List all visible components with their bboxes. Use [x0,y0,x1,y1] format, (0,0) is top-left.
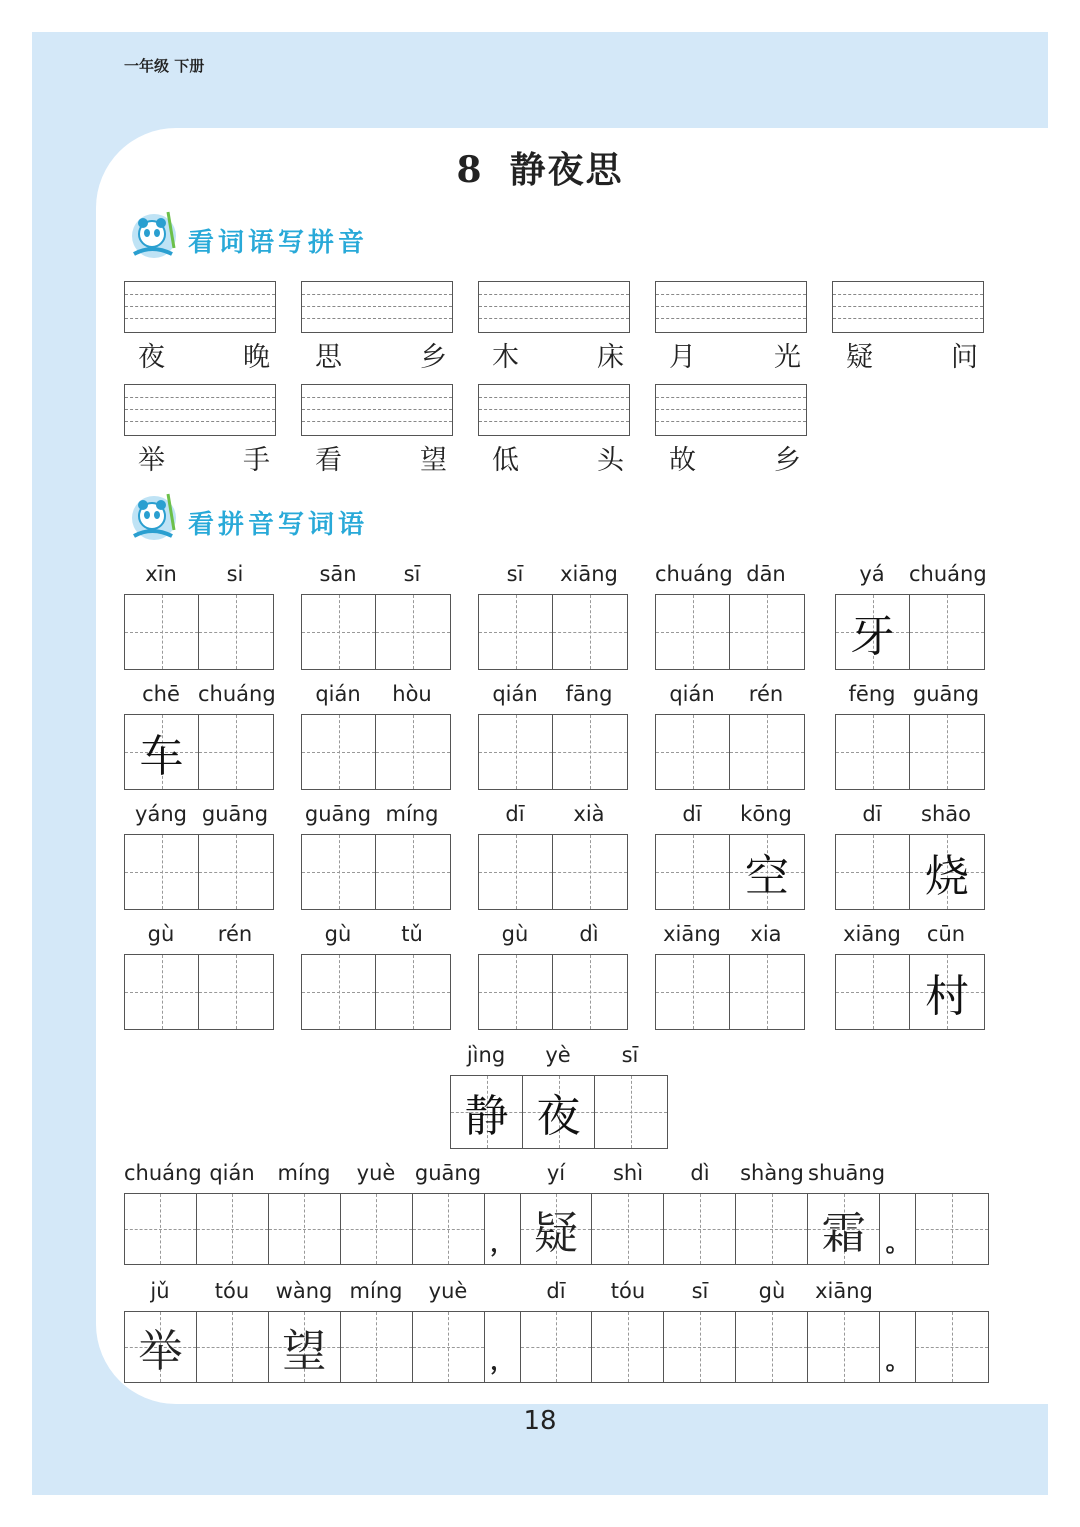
grid-character [592,1312,663,1382]
grid-character [376,595,450,669]
grid-character [199,595,273,669]
pinyin-syllable: qián [315,682,361,706]
word-character: 故 [669,445,696,476]
grid-character [553,955,627,1029]
pinyin-syllable: qián [669,682,715,706]
pinyin-syllable: yuè [428,1279,468,1303]
pinyin-syllable: qián [492,682,538,706]
word-character: 举 [138,445,165,476]
grid-cell[interactable] [553,715,627,789]
grid-character [413,1312,484,1382]
grid-cell[interactable] [376,595,450,669]
grid-cell[interactable] [553,955,627,1029]
grid-character [656,595,729,669]
pinyin-syllable: si [226,562,244,586]
grid-cell[interactable] [836,595,910,669]
grid-character [910,715,984,789]
lesson-title [0,142,1080,193]
grid-character [302,835,375,909]
word-characters [478,438,638,477]
pinyin-syllable: kōng [740,802,792,826]
grid-character [197,1194,268,1264]
word-character: 望 [420,445,447,476]
grid-cell[interactable] [553,595,627,669]
panda-icon [124,490,182,544]
grid-character [199,835,273,909]
grid-character [125,835,198,909]
pinyin-syllable: míng [385,802,439,826]
grid-cell[interactable] [521,1194,593,1264]
grid-cell[interactable] [125,715,199,789]
word-characters [301,438,461,477]
pinyin-writing-box[interactable] [478,281,630,333]
grid-character [730,595,804,669]
word-character: 月 [669,342,696,373]
word-character: 头 [597,445,624,476]
grid-character [595,1076,667,1148]
word-characters [832,335,992,374]
grade-label: 一年级 下册 [124,57,205,75]
punctuation-mark: 。 [885,1347,910,1375]
pinyin-syllable: yá [859,562,885,586]
grid-cell[interactable] [916,1194,988,1264]
pinyin-syllable: dī [862,802,882,826]
tian-grid[interactable] [655,954,805,1030]
grid-character [302,955,375,1029]
grid-cell[interactable] [376,955,450,1029]
guide-line [479,306,629,307]
pinyin-syllable: dī [546,1279,566,1303]
word-character: 乡 [420,342,447,373]
guide-line [479,409,629,410]
poem-line-grid[interactable] [124,1311,989,1383]
pinyin-syllable: míng [349,1279,403,1303]
tian-grid[interactable] [478,594,628,670]
grid-character [199,955,273,1029]
grid-character: 举 [138,1326,183,1377]
pinyin-syllable: jìng [466,1043,506,1067]
grid-cell[interactable] [199,835,273,909]
grid-character [269,1194,340,1264]
grid-character [836,955,909,1029]
pinyin-syllable: xià [573,802,605,826]
poem-title-grid[interactable] [450,1075,668,1149]
pinyin-syllable: yáng [135,802,187,826]
grid-cell[interactable] [125,1312,197,1382]
pinyin-syllable: guāng [414,1161,482,1185]
pinyin-syllable: gù [758,1279,786,1303]
grid-character [656,835,729,909]
grid-cell[interactable] [479,595,553,669]
pinyin-syllable: gù [324,922,352,946]
grid-cell[interactable] [730,595,804,669]
grid-cell[interactable] [836,715,910,789]
pinyin-syllable: sī [621,1043,639,1067]
pinyin-syllable: xiāng [843,922,901,946]
punctuation-cell [485,1194,521,1264]
grid-character [664,1194,735,1264]
pinyin-syllable: hòu [392,682,432,706]
word-character: 看 [315,445,342,476]
grid-cell[interactable] [592,1194,664,1264]
grid-cell[interactable] [125,955,199,1029]
grid-cell[interactable] [656,835,730,909]
tian-grid[interactable] [301,714,451,790]
grid-cell[interactable] [125,1194,197,1264]
grid-character [341,1312,412,1382]
guide-line [302,421,452,422]
grid-character [302,715,375,789]
word-characters [301,335,461,374]
word-character: 低 [492,445,519,476]
grid-character [413,1194,484,1264]
section-title: 看词语写拼音 [188,228,369,258]
tian-grid[interactable] [655,594,805,670]
grid-cell[interactable] [656,715,730,789]
grid-cell[interactable] [553,835,627,909]
punctuation-mark: ， [490,1229,515,1257]
grid-character [592,1194,663,1264]
guide-line [656,409,806,410]
pinyin-syllable: gù [147,922,175,946]
grid-character [521,1312,592,1382]
word-characters [655,335,815,374]
pinyin-syllable: yí [546,1161,566,1185]
word-character: 乡 [774,445,801,476]
word-character: 问 [951,342,978,373]
word-characters [124,438,284,477]
grid-cell[interactable] [730,955,804,1029]
grid-cell[interactable] [808,1194,880,1264]
pinyin-syllable: dī [505,802,525,826]
pinyin-syllable: tóu [214,1279,250,1303]
grid-cell[interactable] [479,835,553,909]
lesson-number: 8 [456,149,484,191]
guide-line [302,409,452,410]
guide-line [125,318,275,319]
pinyin-syllable: xiāng [815,1279,873,1303]
pinyin-syllable: chuáng [655,562,733,586]
grid-cell[interactable] [451,1076,523,1148]
pinyin-syllable: gù [501,922,529,946]
pinyin-syllable: shì [612,1161,644,1185]
grid-character [553,595,627,669]
grid-cell[interactable] [125,595,199,669]
pinyin-syllable: rén [217,922,253,946]
guide-line [656,306,806,307]
grid-character [808,1312,879,1382]
grid-cell[interactable] [197,1312,269,1382]
grid-cell[interactable] [730,715,804,789]
pinyin-syllable: xiāng [663,922,721,946]
tian-grid[interactable] [478,714,628,790]
word-character: 床 [597,342,624,373]
grid-character: 村 [925,971,969,1022]
grid-character [479,715,552,789]
guide-line [125,409,275,410]
tian-grid[interactable] [301,594,451,670]
word-characters [478,335,638,374]
grid-cell[interactable] [302,715,376,789]
pinyin-syllable: chē [142,682,180,706]
grid-character [197,1312,268,1382]
grid-character [479,835,552,909]
guide-line [952,1194,953,1264]
guide-line [479,294,629,295]
grid-character: 疑 [534,1208,579,1259]
tian-grid[interactable] [655,834,805,910]
grid-character: 静 [464,1091,509,1142]
grid-character [836,715,909,789]
pinyin-writing-box[interactable] [478,384,630,436]
punctuation-cell [880,1312,916,1382]
grid-character: 望 [282,1326,327,1377]
pinyin-syllable: xīn [145,562,177,586]
tian-grid[interactable] [124,594,274,670]
pinyin-syllable: yuè [356,1161,396,1185]
grid-cell[interactable] [664,1194,736,1264]
guide-line [302,294,452,295]
pinyin-syllable: xiāng [560,562,618,586]
word-character: 疑 [846,342,873,373]
pinyin-syllable: dì [690,1161,710,1185]
pinyin-syllable: dān [746,562,786,586]
grid-cell[interactable] [736,1194,808,1264]
guide-line [833,318,983,319]
guide-line [479,318,629,319]
grid-cell[interactable] [302,835,376,909]
pinyin-syllable: sī [691,1279,709,1303]
pinyin-syllable: wàng [275,1279,333,1303]
guide-line [125,306,275,307]
pinyin-syllable: chuáng [124,1161,202,1185]
grid-cell[interactable] [910,595,984,669]
section-title: 看拼音写词语 [188,510,369,540]
grid-character [199,715,273,789]
grid-cell[interactable] [199,955,273,1029]
grid-character [376,835,450,909]
grid-character [730,955,804,1029]
pinyin-syllable: tóu [610,1279,646,1303]
tian-grid[interactable] [835,834,985,910]
grid-cell[interactable] [521,1312,593,1382]
grid-character: 空 [745,851,789,902]
word-character: 思 [315,342,342,373]
lesson-title-text: 静夜思 [509,149,624,191]
grid-character [125,1194,196,1264]
grid-cell[interactable] [656,595,730,669]
grid-cell[interactable] [197,1194,269,1264]
grid-cell[interactable] [910,715,984,789]
punctuation-cell [485,1312,521,1382]
grid-character [910,595,984,669]
grid-character [730,715,804,789]
grid-cell[interactable] [656,955,730,1029]
grid-character: 霜 [821,1208,866,1259]
guide-line [656,294,806,295]
grid-cell[interactable] [302,595,376,669]
pinyin-syllable: shuāng [808,1161,886,1185]
grid-cell[interactable] [413,1194,485,1264]
grid-character [656,715,729,789]
tian-grid[interactable] [301,834,451,910]
grid-cell[interactable] [269,1194,341,1264]
grid-cell[interactable] [836,955,910,1029]
grid-character [479,595,552,669]
grid-character [664,1312,735,1382]
guide-line [302,318,452,319]
pinyin-syllable: dī [682,802,702,826]
grid-cell[interactable] [199,595,273,669]
pinyin-writing-box[interactable] [301,384,453,436]
grid-character [736,1194,807,1264]
word-character: 晚 [243,342,270,373]
pinyin-syllable: xia [750,922,782,946]
pinyin-syllable: chuáng [909,562,987,586]
grid-character [302,595,375,669]
pinyin-syllable: shàng [740,1161,804,1185]
grid-cell[interactable] [736,1312,808,1382]
grid-character [479,955,552,1029]
grid-character [125,595,198,669]
grid-cell[interactable] [479,715,553,789]
tian-grid[interactable] [301,954,451,1030]
punctuation-mark: 。 [885,1229,910,1257]
pinyin-syllable: shāo [921,802,971,826]
grid-character [553,715,627,789]
grid-cell[interactable] [730,835,804,909]
pinyin-syllable: guāng [912,682,980,706]
punctuation-mark: ， [490,1347,515,1375]
grid-cell[interactable] [808,1312,880,1382]
grid-character [656,955,729,1029]
pinyin-syllable: yè [545,1043,571,1067]
grid-cell[interactable] [479,955,553,1029]
grid-cell[interactable] [592,1312,664,1382]
guide-line [479,421,629,422]
grid-cell[interactable] [523,1076,595,1148]
pinyin-syllable: fāng [565,682,613,706]
guide-line [833,306,983,307]
pinyin-syllable: cūn [926,922,966,946]
tian-grid[interactable] [124,954,274,1030]
grid-cell[interactable] [595,1076,667,1148]
pinyin-writing-box[interactable] [301,281,453,333]
grid-cell[interactable] [269,1312,341,1382]
grid-character [341,1194,412,1264]
tian-grid[interactable] [655,714,805,790]
guide-line [833,294,983,295]
grid-character [736,1312,807,1382]
poem-line-grid[interactable] [124,1193,989,1265]
grid-character [376,715,450,789]
page-number: 18 [523,1406,557,1436]
pinyin-writing-box[interactable] [832,281,984,333]
grid-character: 烧 [925,851,969,902]
grid-cell[interactable] [302,955,376,1029]
guide-line [656,397,806,398]
grid-character: 夜 [536,1091,581,1142]
pinyin-syllable: qián [209,1161,255,1185]
guide-line [302,397,452,398]
guide-line [125,421,275,422]
pinyin-syllable: sī [506,562,524,586]
pinyin-syllable: sān [319,562,357,586]
guide-line [125,397,275,398]
grid-cell[interactable] [199,715,273,789]
grid-cell[interactable] [341,1312,413,1382]
grid-cell[interactable] [910,835,984,909]
grid-cell[interactable] [376,835,450,909]
pinyin-syllable: chuáng [198,682,276,706]
grid-cell[interactable] [125,835,199,909]
tian-grid[interactable] [835,954,985,1030]
grid-character: 车 [139,731,184,782]
grid-cell[interactable] [910,955,984,1029]
guide-line [125,294,275,295]
pinyin-writing-box[interactable] [124,384,276,436]
panda-icon [124,208,182,262]
pinyin-syllable: rén [748,682,784,706]
grid-character [125,955,198,1029]
tian-grid[interactable] [124,834,274,910]
pinyin-syllable: míng [277,1161,331,1185]
pinyin-syllable: guāng [201,802,269,826]
tian-grid[interactable] [835,594,985,670]
grid-cell[interactable] [664,1312,736,1382]
pinyin-syllable: fēng [848,682,896,706]
grid-character: 牙 [850,611,895,662]
pinyin-writing-box[interactable] [124,281,276,333]
word-character: 木 [492,342,519,373]
grid-cell[interactable] [376,715,450,789]
word-characters [655,438,815,477]
word-character: 光 [774,342,801,373]
word-characters [124,335,284,374]
grid-character [376,955,450,1029]
pinyin-syllable: dì [579,922,599,946]
pinyin-syllable: jǔ [150,1279,170,1303]
tian-grid[interactable] [478,954,628,1030]
guide-line [479,397,629,398]
guide-line [656,318,806,319]
grid-character [836,835,909,909]
grid-cell[interactable] [413,1312,485,1382]
word-character: 手 [243,445,270,476]
pinyin-syllable: tǔ [401,922,423,946]
word-character: 夜 [138,342,165,373]
tian-grid[interactable] [478,834,628,910]
grid-cell[interactable] [916,1312,988,1382]
grid-character [553,835,627,909]
pinyin-writing-box[interactable] [655,384,807,436]
guide-line [952,1312,953,1382]
punctuation-cell [880,1194,916,1264]
grid-cell[interactable] [341,1194,413,1264]
grid-cell[interactable] [836,835,910,909]
tian-grid[interactable] [124,714,274,790]
pinyin-writing-box[interactable] [655,281,807,333]
tian-grid[interactable] [835,714,985,790]
guide-line [302,306,452,307]
guide-line [656,421,806,422]
pinyin-syllable: guāng [304,802,372,826]
pinyin-syllable: sī [403,562,421,586]
